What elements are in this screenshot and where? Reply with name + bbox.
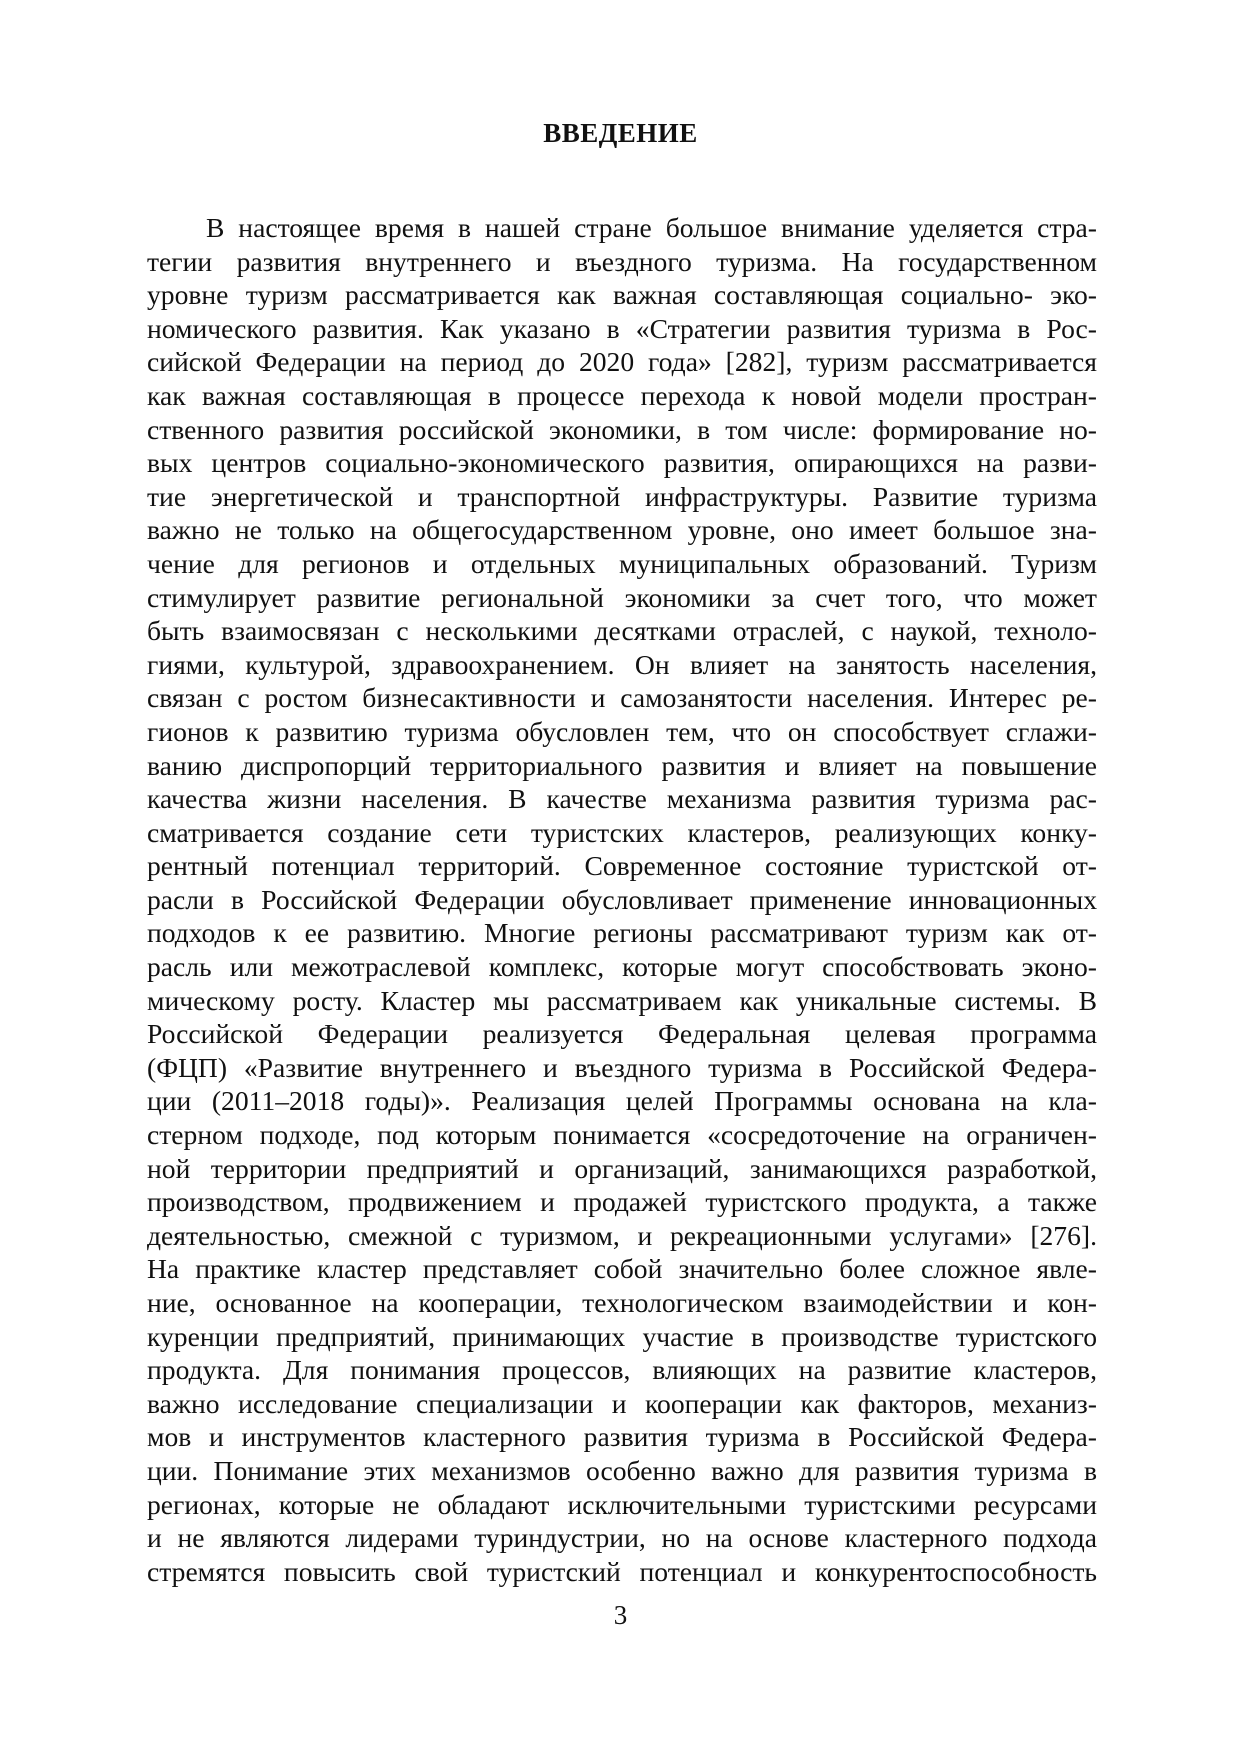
text-line: На практике кластер представляет собой значительно более сложное явле- <box>147 1253 1097 1285</box>
text-line: деятельностью, смежной с туризмом, и рекреационными услугами» [276]. <box>147 1219 1097 1251</box>
text-line: ции. Понимание этих механизмов особенно важно для развития туризма в <box>147 1454 1097 1486</box>
text-line: качества жизни населения. В качестве механизма развития туризма рас- <box>147 783 1097 815</box>
text-line: связан с ростом бизнесактивности и самозанятости населения. Интерес ре- <box>147 682 1097 714</box>
text-line: мов и инструментов кластерного развития туризма в Российской Федера- <box>147 1421 1097 1453</box>
text-line: стремятся повысить свой туристский потенциал и конкурентоспособность <box>147 1555 1097 1587</box>
text-line: сматривается создание сети туристских кластеров, реализующих конку- <box>147 816 1097 848</box>
text-line: как важная составляющая в процессе перехода к новой модели простран- <box>147 379 1097 411</box>
page-number: 3 <box>613 1600 628 1630</box>
text-line: сийской Федерации на период до 2020 года» [282], туризм рассматривается <box>147 346 1097 378</box>
page-title: ВВЕДЕНИЕ <box>543 118 698 148</box>
text-line: производством, продвижением и продажей туристского продукта, а также <box>147 1186 1097 1218</box>
text-line: мическому росту. Кластер мы рассматриваем как уникальные системы. В <box>147 984 1097 1016</box>
text-line: Российской Федерации реализуется Федеральная целевая программа <box>147 1018 1097 1050</box>
text-line: стимулирует развитие региональной экономики за счет того, что может <box>147 581 1097 613</box>
body-paragraph <box>147 211 1097 1588</box>
text-line: тегии развития внутреннего и въездного туризма. На государственном <box>147 245 1097 277</box>
text-line: гиями, культурой, здравоохранением. Он влияет на занятость населения, <box>147 648 1097 680</box>
text-line: номического развития. Как указано в «Стратегии развития туризма в Рос- <box>147 312 1097 344</box>
text-line: стерном подходе, под которым понимается «сосредоточение на ограничен- <box>147 1119 1097 1151</box>
text-line: и не являются лидерами туриндустрии, но на основе кластерного подхода <box>147 1522 1097 1554</box>
text-line: важно исследование специализации и кооперации как факторов, механиз- <box>147 1387 1097 1419</box>
text-line: ции (2011–2018 годы)». Реализация целей Программы основана на кла- <box>147 1085 1097 1117</box>
text-line: вых центров социально-экономического развития, опирающихся на разви- <box>147 447 1097 479</box>
text-line: подходов к ее развитию. Многие регионы рассматривают туризм как от- <box>147 917 1097 949</box>
text-line: гионов к развитию туризма обусловлен тем, что он способствует сглажи- <box>147 715 1097 747</box>
text-line: регионах, которые не обладают исключительными туристскими ресурсами <box>147 1488 1097 1520</box>
text-line: ной территории предприятий и организаций, занимающихся разработкой, <box>147 1152 1097 1184</box>
text-line: куренции предприятий, принимающих участие в производстве туристского <box>147 1320 1097 1352</box>
text-line: рентный потенциал территорий. Современное состояние туристской от- <box>147 850 1097 882</box>
text-line: В настоящее время в нашей стране большое внимание уделяется стра- <box>206 212 1097 243</box>
text-line: важно не только на общегосударственном уровне, оно имеет большое зна- <box>147 514 1097 546</box>
text-line: (ФЦП) «Развитие внутреннего и въездного туризма в Российской Федера- <box>147 1051 1097 1083</box>
text-line: чение для регионов и отдельных муниципальных образований. Туризм <box>147 547 1097 579</box>
text-line: быть взаимосвязан с несколькими десятками отраслей, с наукой, техноло- <box>147 615 1097 647</box>
text-line: расль или межотраслевой комплекс, которые могут способствовать эконо- <box>147 951 1097 983</box>
text-line: уровне туризм рассматривается как важная составляющая социально- эко- <box>147 279 1097 311</box>
text-line: ванию диспропорций территориального развития и влияет на повышение <box>147 749 1097 781</box>
text-line: ственного развития российской экономики, в том числе: формирование но- <box>147 413 1097 445</box>
text-line: расли в Российской Федерации обусловливает применение инновационных <box>147 883 1097 915</box>
text-line: тие энергетической и транспортной инфраструктуры. Развитие туризма <box>147 480 1097 512</box>
text-line: продукта. Для понимания процессов, влияющих на развитие кластеров, <box>147 1354 1097 1386</box>
text-line: ние, основанное на кооперации, технологическом взаимодействии и кон- <box>147 1287 1097 1318</box>
